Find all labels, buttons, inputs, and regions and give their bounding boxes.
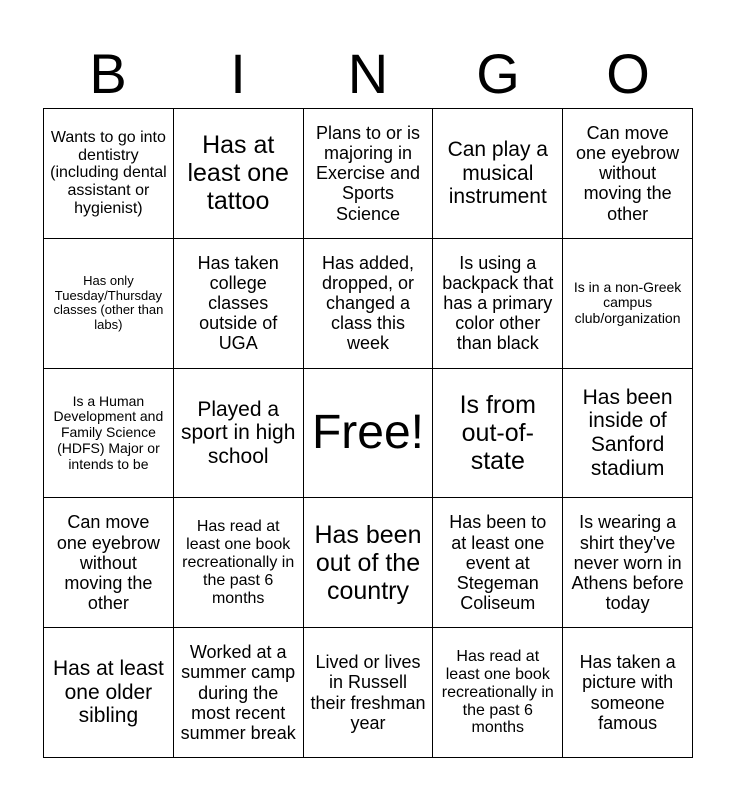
bingo-cell[interactable]: Can move one eyebrow without moving the other <box>44 498 174 628</box>
bingo-grid <box>43 108 693 758</box>
bingo-cell[interactable]: Has taken a picture with someone famous <box>563 628 693 758</box>
bingo-cell[interactable]: Is in a non-Greek campus club/organization <box>563 239 693 369</box>
bingo-cell[interactable]: Is a Human Development and Family Science (HDFS) Major or intends to be <box>44 369 174 499</box>
bingo-cell[interactable]: Worked at a summer camp during the most recent summer break <box>174 628 304 758</box>
bingo-cell[interactable]: Has at least one tattoo <box>174 109 304 239</box>
bingo-cell[interactable]: Has only Tuesday/Thursday classes (other than labs) <box>44 239 174 369</box>
bingo-cell[interactable]: Has been out of the country <box>304 498 434 628</box>
bingo-cell[interactable]: Has at least one older sibling <box>44 628 174 758</box>
header-letter-o: O <box>606 42 650 105</box>
header-letter-g: G <box>476 42 520 105</box>
bingo-cell[interactable]: Has read at least one book recreationally in the past 6 months <box>174 498 304 628</box>
bingo-cell[interactable]: Can move one eyebrow without moving the other <box>563 109 693 239</box>
bingo-cell[interactable]: Can play a musical instrument <box>433 109 563 239</box>
bingo-cell[interactable]: Has read at least one book recreationally in the past 6 months <box>433 628 563 758</box>
bingo-cell[interactable]: Has taken college classes outside of UGA <box>174 239 304 369</box>
header-letter-b: B <box>89 42 127 105</box>
bingo-cell[interactable]: Has been to at least one event at Stegeman Coliseum <box>433 498 563 628</box>
bingo-cell[interactable]: Has added, dropped, or changed a class this week <box>304 239 434 369</box>
bingo-cell[interactable]: Is using a backpack that has a primary color other than black <box>433 239 563 369</box>
bingo-header <box>43 40 693 108</box>
bingo-cell[interactable]: Played a sport in high school <box>174 369 304 499</box>
bingo-cell[interactable]: Lived or lives in Russell their freshman year <box>304 628 434 758</box>
bingo-cell[interactable]: Has been inside of Sanford stadium <box>563 369 693 499</box>
header-letter-i: I <box>230 42 246 105</box>
bingo-cell[interactable]: Plans to or is majoring in Exercise and Sports Science <box>304 109 434 239</box>
bingo-cell[interactable]: Is from out-of-state <box>433 369 563 499</box>
bingo-cell[interactable]: Is wearing a shirt they've never worn in Athens before today <box>563 498 693 628</box>
bingo-cell-free[interactable]: Free! <box>304 369 434 499</box>
bingo-cell[interactable]: Wants to go into dentistry (including dental assistant or hygienist) <box>44 109 174 239</box>
header-letter-n: N <box>347 42 389 105</box>
